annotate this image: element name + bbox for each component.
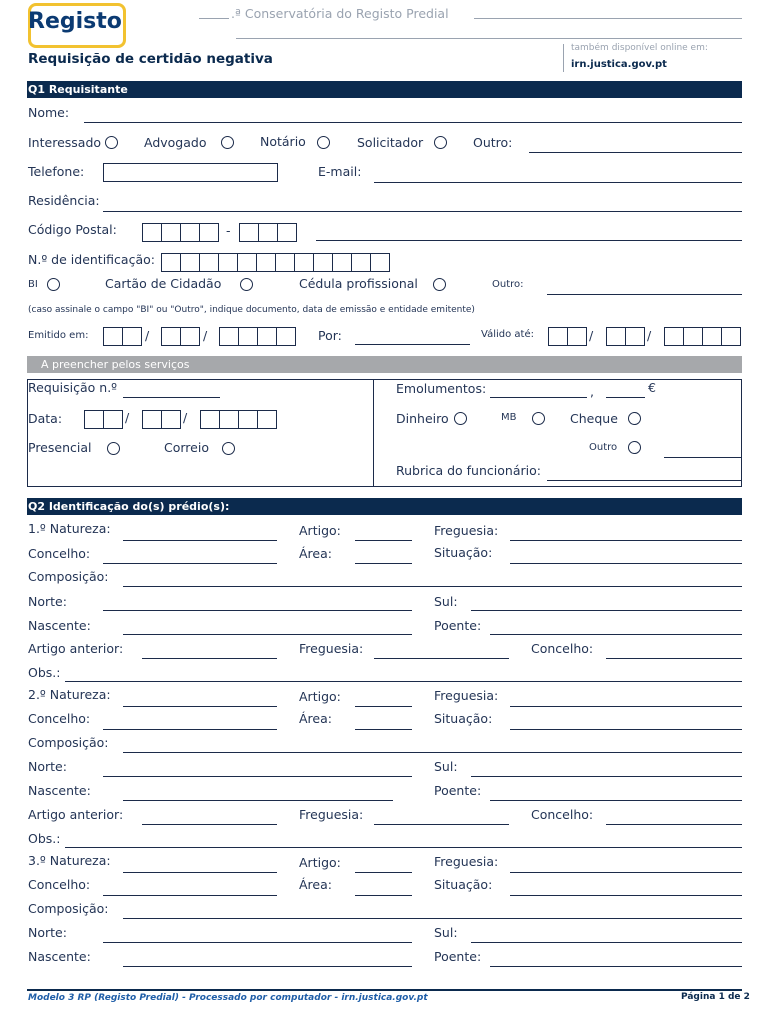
sul-label: Sul: xyxy=(434,925,458,940)
telefone-field[interactable] xyxy=(103,163,278,182)
email-label: E-mail: xyxy=(318,164,362,179)
rubrica-field[interactable] xyxy=(547,480,741,481)
conservatoria-label: .ª Conservatória do Registo Predial xyxy=(231,6,449,21)
area-label: Área: xyxy=(299,546,332,561)
role-notario-radio[interactable] xyxy=(317,136,330,149)
emitido-mes[interactable] xyxy=(161,327,200,345)
poente-label: Poente: xyxy=(434,783,482,798)
artigo-field[interactable] xyxy=(355,706,412,707)
servicos-title: A preencher pelos serviços xyxy=(41,358,190,371)
concelho-label: Concelho: xyxy=(28,546,91,561)
composicao-label: Composição: xyxy=(28,569,109,584)
role-notario-label: Notário xyxy=(260,134,306,149)
nome-label: Nome: xyxy=(28,105,70,120)
footer-rule xyxy=(27,989,742,991)
concelho-anterior-field[interactable] xyxy=(606,824,742,825)
freguesia-anterior-field[interactable] xyxy=(374,658,509,659)
servicos-box xyxy=(27,379,742,487)
correio-label: Correio xyxy=(164,440,209,455)
norte-field[interactable] xyxy=(103,776,412,777)
freguesia-field[interactable] xyxy=(510,540,742,541)
presencial-radio[interactable] xyxy=(107,442,120,455)
concelho-anterior-field[interactable] xyxy=(606,658,742,659)
codigo-postal-part1[interactable] xyxy=(142,223,219,241)
sul-field[interactable] xyxy=(471,776,742,777)
mb-radio[interactable] xyxy=(532,412,545,425)
q1-title: Q1 Requisitante xyxy=(28,83,128,96)
composicao-field[interactable] xyxy=(123,752,742,753)
obs-field[interactable] xyxy=(65,681,742,682)
valido-slash-1: / xyxy=(589,328,594,343)
servicos-outro-field[interactable] xyxy=(664,457,741,458)
data-dia[interactable] xyxy=(84,410,123,428)
doc-cc-radio[interactable] xyxy=(240,278,253,291)
por-field[interactable] xyxy=(355,344,470,345)
sul-field[interactable] xyxy=(471,610,742,611)
situacao-label: Situação: xyxy=(434,711,493,726)
online-note: também disponível online em: xyxy=(571,43,708,53)
natureza-field[interactable] xyxy=(123,706,277,707)
logo-text: Registo xyxy=(28,9,122,34)
por-label: Por: xyxy=(318,328,342,343)
valido-slash-2: / xyxy=(647,328,652,343)
q2-header xyxy=(27,498,742,515)
norte-label: Norte: xyxy=(28,925,67,940)
nascente-field[interactable] xyxy=(123,800,393,801)
role-advogado-label: Advogado xyxy=(144,135,207,150)
doc-bi-label: BI xyxy=(28,279,38,290)
area-label: Área: xyxy=(299,711,332,726)
rubrica-label: Rubrica do funcionário: xyxy=(396,463,541,478)
doc-outro-label: Outro: xyxy=(492,279,524,290)
servicos-outro-label: Outro xyxy=(589,442,618,453)
freguesia-field[interactable] xyxy=(510,706,742,707)
norte-label: Norte: xyxy=(28,594,67,609)
mb-label: MB xyxy=(501,412,517,423)
freguesia-anterior-label: Freguesia: xyxy=(299,807,364,822)
role-advogado-radio[interactable] xyxy=(221,136,234,149)
valido-ate-label: Válido até: xyxy=(481,329,534,340)
data-mes[interactable] xyxy=(142,410,181,428)
role-outro-field[interactable] xyxy=(529,152,742,153)
emitido-em-label: Emitido em: xyxy=(28,330,89,341)
norte-field[interactable] xyxy=(103,942,412,943)
role-solicitador-label: Solicitador xyxy=(357,135,424,150)
registo-logo xyxy=(28,3,126,48)
emolumentos-comma: , xyxy=(590,384,594,399)
concelho-field[interactable] xyxy=(103,895,277,896)
residencia-label: Residência: xyxy=(28,193,100,208)
artigo-label: Artigo: xyxy=(299,689,341,704)
emitido-dia[interactable] xyxy=(103,327,142,345)
codigo-postal-label: Código Postal: xyxy=(28,222,117,237)
q1-header xyxy=(27,81,742,98)
sul-field[interactable] xyxy=(471,942,742,943)
residencia-field[interactable] xyxy=(103,211,742,212)
telefone-label: Telefone: xyxy=(28,164,85,179)
localidade-field[interactable] xyxy=(316,240,742,241)
presencial-label: Presencial xyxy=(28,440,92,455)
artigo-anterior-label: Artigo anterior: xyxy=(28,641,124,656)
norte-label: Norte: xyxy=(28,759,67,774)
freguesia-label: Freguesia: xyxy=(434,688,499,703)
valido-ano[interactable] xyxy=(664,327,741,345)
natureza-label: 2.º Natureza: xyxy=(28,687,111,702)
situacao-field[interactable] xyxy=(510,895,742,896)
codigo-postal-separator: - xyxy=(226,223,231,238)
doc-cp-radio[interactable] xyxy=(433,278,446,291)
emitido-slash-1: / xyxy=(145,328,150,343)
emitido-slash-2: / xyxy=(203,328,208,343)
nascente-field[interactable] xyxy=(123,634,412,635)
artigo-anterior-field[interactable] xyxy=(142,824,277,825)
emolumentos-euros-field[interactable] xyxy=(490,397,587,398)
servicos-header xyxy=(27,356,742,373)
q2-title: Q2 Identificação do(s) prédio(s): xyxy=(28,500,230,513)
freguesia-label: Freguesia: xyxy=(434,523,499,538)
header-divider xyxy=(563,44,564,72)
nascente-field[interactable] xyxy=(123,966,412,967)
composicao-field[interactable] xyxy=(123,918,742,919)
servicos-outro-radio[interactable] xyxy=(628,441,641,454)
nascente-label: Nascente: xyxy=(28,949,91,964)
concelho-label: Concelho: xyxy=(28,711,91,726)
natureza-label: 1.º Natureza: xyxy=(28,521,111,536)
valido-dia[interactable] xyxy=(548,327,587,345)
email-field[interactable] xyxy=(374,182,742,183)
online-url[interactable]: irn.justica.gov.pt xyxy=(571,59,667,70)
codigo-postal-part2[interactable] xyxy=(239,223,297,241)
footer-model: Modelo 3 RP (Registo Predial) - Processado por computador - irn.justica.gov.pt xyxy=(28,993,428,1003)
data-label: Data: xyxy=(28,411,63,426)
freguesia-field[interactable] xyxy=(510,872,742,873)
role-outro-label: Outro: xyxy=(473,135,513,150)
emitido-ano[interactable] xyxy=(219,327,296,345)
concelho-field[interactable] xyxy=(103,563,277,564)
nascente-label: Nascente: xyxy=(28,783,91,798)
doc-bi-radio[interactable] xyxy=(47,278,60,291)
header-line xyxy=(236,38,742,39)
situacao-field[interactable] xyxy=(510,729,742,730)
requisicao-label: Requisição n.º xyxy=(28,380,118,395)
cheque-label: Cheque xyxy=(570,411,618,426)
natureza-label: 3.º Natureza: xyxy=(28,853,111,868)
norte-field[interactable] xyxy=(103,610,412,611)
artigo-field[interactable] xyxy=(355,872,412,873)
composicao-field[interactable] xyxy=(123,586,742,587)
area-field[interactable] xyxy=(355,895,412,896)
poente-field[interactable] xyxy=(490,634,742,635)
n-identificacao-boxes[interactable] xyxy=(161,253,390,271)
area-field[interactable] xyxy=(355,563,412,564)
poente-field[interactable] xyxy=(490,966,742,967)
conservatoria-number-line[interactable] xyxy=(199,18,229,19)
obs-label: Obs.: xyxy=(28,665,61,680)
freguesia-anterior-label: Freguesia: xyxy=(299,641,364,656)
doc-cc-label: Cartão de Cidadão xyxy=(105,276,222,291)
footer-page: Página 1 de 2 xyxy=(681,992,750,1002)
area-field[interactable] xyxy=(355,729,412,730)
obs-field[interactable] xyxy=(65,847,742,848)
euro-sign: € xyxy=(648,380,656,395)
situacao-label: Situação: xyxy=(434,545,493,560)
poente-field[interactable] xyxy=(490,800,742,801)
valido-mes[interactable] xyxy=(606,327,645,345)
composicao-label: Composição: xyxy=(28,901,109,916)
freguesia-anterior-field[interactable] xyxy=(374,824,509,825)
cheque-radio[interactable] xyxy=(628,412,641,425)
nascente-label: Nascente: xyxy=(28,618,91,633)
area-label: Área: xyxy=(299,877,332,892)
servicos-divider xyxy=(373,379,374,486)
artigo-field[interactable] xyxy=(355,540,412,541)
emolumentos-cents-field[interactable] xyxy=(606,397,645,398)
doc-cp-label: Cédula profissional xyxy=(299,276,418,291)
form-title: Requisição de certidão negativa xyxy=(28,51,273,67)
natureza-field[interactable] xyxy=(123,540,277,541)
obs-label: Obs.: xyxy=(28,831,61,846)
data-slash-2: / xyxy=(183,410,188,425)
doc-note: (caso assinale o campo "BI" ou "Outro", indique documento, data de emissão e entidade emitente) xyxy=(28,305,475,315)
freguesia-label: Freguesia: xyxy=(434,854,499,869)
artigo-label: Artigo: xyxy=(299,523,341,538)
role-interessado-label: Interessado xyxy=(28,135,102,150)
n-identificacao-label: N.º de identificação: xyxy=(28,252,155,267)
concelho-field[interactable] xyxy=(103,729,277,730)
conservatoria-line[interactable] xyxy=(474,18,742,19)
emolumentos-label: Emolumentos: xyxy=(396,381,487,396)
dinheiro-label: Dinheiro xyxy=(396,411,449,426)
sul-label: Sul: xyxy=(434,759,458,774)
concelho-anterior-label: Concelho: xyxy=(531,807,594,822)
data-slash-1: / xyxy=(125,410,130,425)
situacao-label: Situação: xyxy=(434,877,493,892)
poente-label: Poente: xyxy=(434,618,482,633)
data-ano[interactable] xyxy=(200,410,277,428)
nome-field[interactable] xyxy=(84,122,742,123)
composicao-label: Composição: xyxy=(28,735,109,750)
role-interessado-radio[interactable] xyxy=(105,136,118,149)
artigo-anterior-label: Artigo anterior: xyxy=(28,807,124,822)
correio-radio[interactable] xyxy=(222,442,235,455)
doc-outro-field[interactable] xyxy=(547,294,742,295)
role-solicitador-radio[interactable] xyxy=(434,136,447,149)
artigo-anterior-field[interactable] xyxy=(142,658,277,659)
poente-label: Poente: xyxy=(434,949,482,964)
situacao-field[interactable] xyxy=(510,563,742,564)
concelho-anterior-label: Concelho: xyxy=(531,641,594,656)
natureza-field[interactable] xyxy=(123,872,277,873)
artigo-label: Artigo: xyxy=(299,855,341,870)
sul-label: Sul: xyxy=(434,594,458,609)
concelho-label: Concelho: xyxy=(28,877,91,892)
requisicao-field[interactable] xyxy=(123,397,220,398)
dinheiro-radio[interactable] xyxy=(454,412,467,425)
